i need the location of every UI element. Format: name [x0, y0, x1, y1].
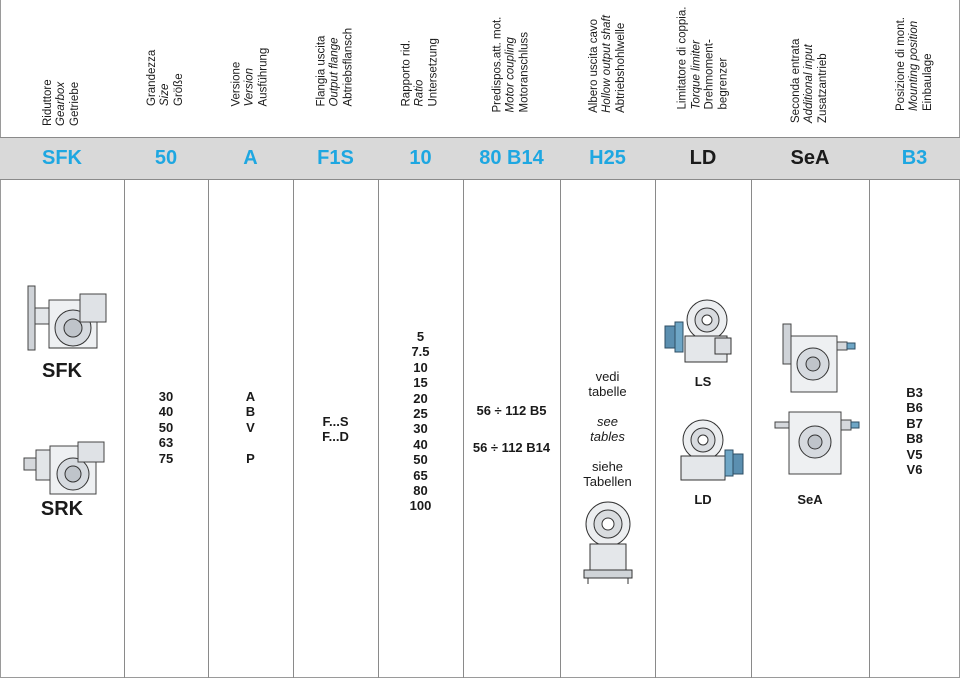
size-value: 30	[158, 389, 174, 404]
header-output-flange	[293, 0, 378, 126]
version-values	[208, 389, 293, 466]
column-version	[208, 0, 293, 678]
header-version	[208, 0, 293, 126]
header-size	[124, 0, 208, 126]
additional-input-drawing-2	[773, 406, 861, 480]
header-line-en: Motor coupling	[504, 37, 517, 113]
column-torque-limiter	[655, 0, 751, 678]
note-line: siehe	[591, 459, 624, 474]
ratio-value: 65	[413, 467, 428, 483]
output-flange-value: F...D	[322, 429, 349, 445]
header-line-en: Gearbox	[55, 81, 68, 126]
column-size	[124, 0, 208, 678]
header-line-en: Torque limiter	[689, 40, 702, 110]
mounting-position-value: V5	[906, 446, 923, 462]
ratio-value: 40	[413, 436, 428, 452]
hollow-shaft-drawing	[582, 500, 634, 586]
ratio-value: 100	[409, 498, 432, 514]
header-line-de: Abtriebsflansch	[342, 27, 355, 107]
header-line-it: Limitatore di coppia.	[676, 6, 689, 110]
header-line-it: Predispos.att. mot.	[491, 16, 504, 113]
note-line: see	[597, 414, 618, 429]
output-flange-values	[293, 414, 378, 445]
version-value: P	[246, 450, 255, 466]
note-line: tabelle	[588, 384, 627, 400]
mounting-position-value: B6	[906, 400, 923, 416]
motor-coupling-value: 56 ÷ 112 B5	[476, 403, 547, 418]
ratio-value: 15	[413, 375, 428, 391]
header-line-it: Grandezza	[145, 49, 158, 106]
header-line-de: Einbaulage	[921, 53, 934, 111]
ratio-values	[378, 329, 463, 514]
header-line-de: Getriebe	[68, 81, 81, 126]
gearbox-name-srk: SRK	[40, 498, 84, 520]
size-value: 63	[158, 435, 174, 451]
header-line-de: Motoranschluss	[518, 31, 531, 113]
torque-limiter-ls-drawing	[663, 296, 743, 366]
mounting-position-value: V6	[906, 462, 923, 478]
header-line-de: Abtriebshohlwelle	[614, 22, 627, 113]
header-line-en: Ratio	[413, 79, 426, 107]
header-additional-input	[751, 0, 869, 126]
ratio-value: 25	[413, 406, 428, 422]
header-line-en: Mounting position	[907, 20, 920, 111]
note-line: Tabellen	[583, 474, 632, 490]
header-gearbox	[0, 0, 124, 126]
code-output-flange: F1S	[317, 147, 354, 169]
output-flange-value: F...S	[322, 414, 349, 429]
size-value: 40	[158, 404, 174, 420]
header-line-it: Seconda entrata	[789, 38, 802, 123]
column-ratio	[378, 0, 463, 678]
version-value: A	[245, 389, 256, 404]
code-gearbox: SFK	[42, 147, 82, 169]
header-line-it: Albero uscita cavo	[587, 18, 600, 113]
header-line-it: Versione	[230, 61, 243, 107]
header-line-en: Output flange	[328, 37, 341, 107]
code-mounting-position: B3	[901, 147, 928, 169]
mounting-position-values	[869, 385, 960, 477]
torque-limiter-ld-drawing	[671, 414, 751, 484]
code-version: A	[243, 147, 258, 169]
header-motor-coupling	[463, 0, 560, 126]
ratio-value: 80	[413, 483, 428, 499]
size-value: 50	[158, 419, 174, 435]
header-line-en: Version	[243, 67, 256, 107]
header-mounting-position	[869, 0, 960, 126]
code-hollow-shaft: H25	[589, 147, 626, 169]
column-output-flange	[293, 0, 378, 678]
mounting-position-value: B3	[906, 385, 923, 400]
hollow-shaft-note-en	[560, 414, 655, 445]
code-ratio: 10	[409, 147, 432, 169]
header-line-it: Posizione di mont.	[894, 17, 907, 111]
code-size: 50	[154, 147, 178, 169]
version-value: B	[245, 404, 256, 420]
header-line-en: Size	[159, 83, 172, 106]
additional-input-drawing-1	[777, 322, 857, 398]
size-values	[124, 389, 208, 466]
note-line: vedi	[595, 369, 620, 384]
header-line-it: Rapporto rid.	[400, 40, 413, 107]
mounting-position-value: B7	[906, 415, 923, 431]
header-line-en: Additional input	[803, 44, 816, 123]
column-mounting-position	[869, 0, 960, 678]
gearbox-name-sfk: SFK	[42, 360, 82, 382]
note-line: tables	[590, 429, 625, 445]
header-torque-limiter	[655, 0, 751, 126]
additional-input-label-sea: SeA	[797, 492, 823, 507]
hollow-shaft-note-it	[560, 369, 655, 400]
ratio-value: 50	[413, 452, 428, 468]
column-additional-input	[751, 0, 869, 678]
code-torque-limiter: LD	[689, 147, 717, 169]
motor-coupling-value: 56 ÷ 112 B14	[472, 440, 551, 455]
ratio-value: 7.5	[411, 344, 430, 360]
ratio-value: 20	[413, 390, 428, 406]
header-hollow-shaft	[560, 0, 655, 126]
hollow-shaft-note-de	[560, 459, 655, 490]
header-line-en: Hollow output shaft	[600, 15, 613, 113]
code-motor-coupling: 80 B14	[479, 147, 544, 169]
header-line-de: Untersetzung	[427, 38, 440, 107]
ratio-value: 30	[413, 421, 428, 437]
column-hollow-shaft	[560, 0, 655, 678]
torque-limiter-label-ld: LD	[694, 492, 712, 507]
ratio-value: 5	[416, 329, 425, 344]
column-motor-coupling	[463, 0, 560, 678]
size-value: 75	[158, 450, 174, 466]
mounting-position-value: B8	[906, 431, 923, 447]
header-line-it: Riduttore	[41, 79, 54, 126]
gearbox-srk-drawing	[20, 440, 110, 500]
header-line-de-2: begrenzer	[716, 57, 729, 110]
header-line-it: Flangia uscita	[315, 35, 328, 107]
version-value: V	[246, 419, 255, 435]
code-additional-input: SeA	[790, 147, 830, 169]
torque-limiter-label-ls: LS	[694, 374, 712, 389]
header-ratio	[378, 0, 463, 126]
header-line-de: Größe	[172, 73, 185, 106]
header-line-de: Ausführung	[257, 47, 270, 107]
gearbox-sfk-drawing	[20, 280, 110, 356]
header-line-de: Zusatzantrieb	[816, 53, 829, 123]
version-value-blank	[208, 435, 293, 450]
ratio-value: 10	[413, 359, 428, 375]
header-line-de: Drehmoment-	[703, 39, 716, 110]
column-gearbox	[0, 0, 124, 678]
